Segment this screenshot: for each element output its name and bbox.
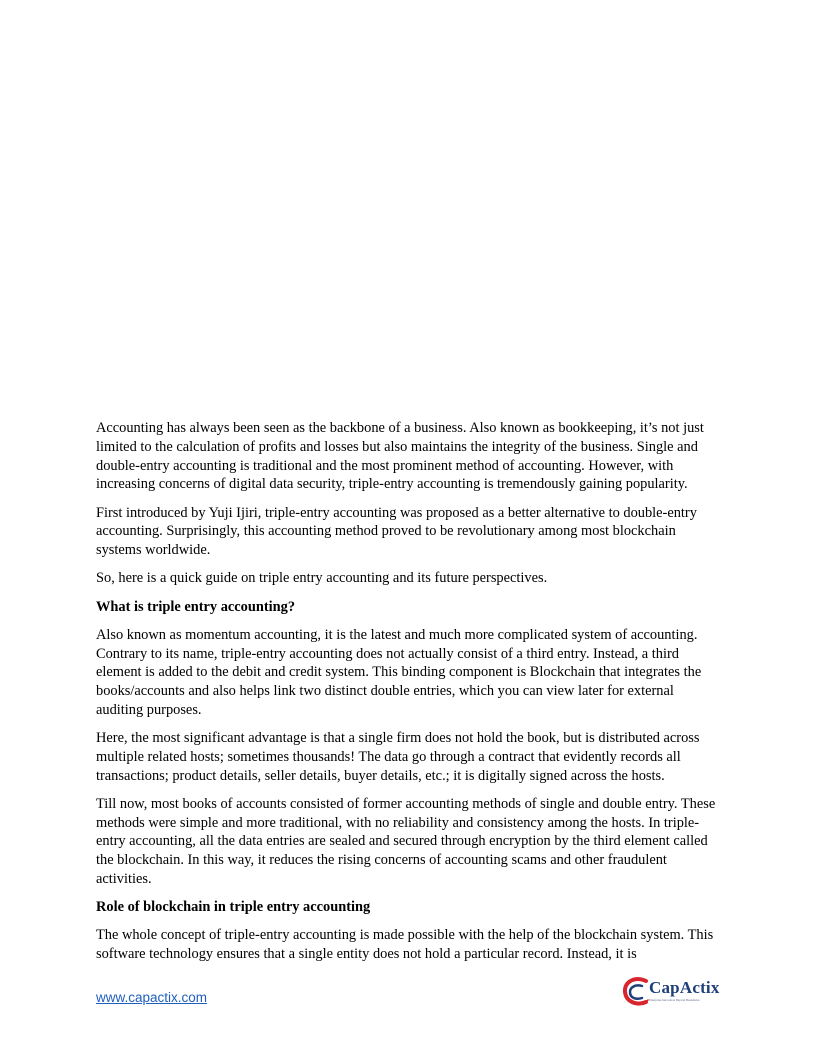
paragraph-guide-intro: So, here is a quick guide on triple entry accounting and its future perspectives. xyxy=(96,570,548,587)
paragraph-definition: Also known as momentum accounting, it is the latest and much more complicated system of accounting. Contrary to its name, triple-entry accounting does not actually consist of a third entry. Instead, a third element is added to the debit and credit system. This binding component is Blockchain that integrates the books/accounts and also helps link two distinct double entries, which you can view later for external auditing purposes. xyxy=(96,626,702,718)
document-body xyxy=(96,419,720,973)
paragraph-blockchain-role: The whole concept of triple-entry accounting is made possible with the help of the blockchain system. This software technology ensures that a single entity does not hold a particular record. Instead, it is xyxy=(96,927,714,963)
capactix-logo xyxy=(622,975,722,1009)
paragraph-history: First introduced by Yuji Ijiri, triple-entry accounting was proposed as a better alternative to double-entry accounting. Surprisingly, this accounting method proved to be revolutionary among most blockchain systems worldwide. xyxy=(96,504,697,559)
heading-what-is-triple-entry: What is triple entry accounting? xyxy=(96,598,296,615)
logo-wordmark: CapActix xyxy=(649,978,720,997)
paragraph-comparison: Till now, most books of accounts consisted of former accounting methods of single and double entry. These methods were simple and more traditional, with no reliability and consistency among the hosts. In triple-entry accounting, all the data entries are sealed and secured through encryption by the third element called the blockchain. In this way, it reduces the rising concerns of accounting scams and other fraudulent activities. xyxy=(96,795,716,888)
paragraph-advantage: Here, the most significant advantage is that a single firm does not hold the book, but is distributed across multiple related hosts; sometimes thousands! The data go through a contract that evidently records all transactions; product details, seller details, buyer details, etc.; it is digitally signed across the hosts. xyxy=(96,730,700,784)
paragraph-intro: Accounting has always been seen as the backbone of a business. Also known as bookkeeping, it’s not just limited to the calculation of profits and losses but also maintains the integrity of the business. Single and double-entry accounting is traditional and the most prominent method of accounting. However, with increasing concerns of digital data security, triple-entry accounting is tremendously gaining popularity. xyxy=(96,420,704,493)
capactix-swoosh-logo-icon xyxy=(622,975,650,1009)
logo-tagline: Enterprise Innovation Beyond Boundaries xyxy=(649,998,700,1002)
website-link[interactable]: www.capactix.com xyxy=(96,990,208,1005)
heading-role-of-blockchain: Role of blockchain in triple entry accounting xyxy=(96,899,371,916)
